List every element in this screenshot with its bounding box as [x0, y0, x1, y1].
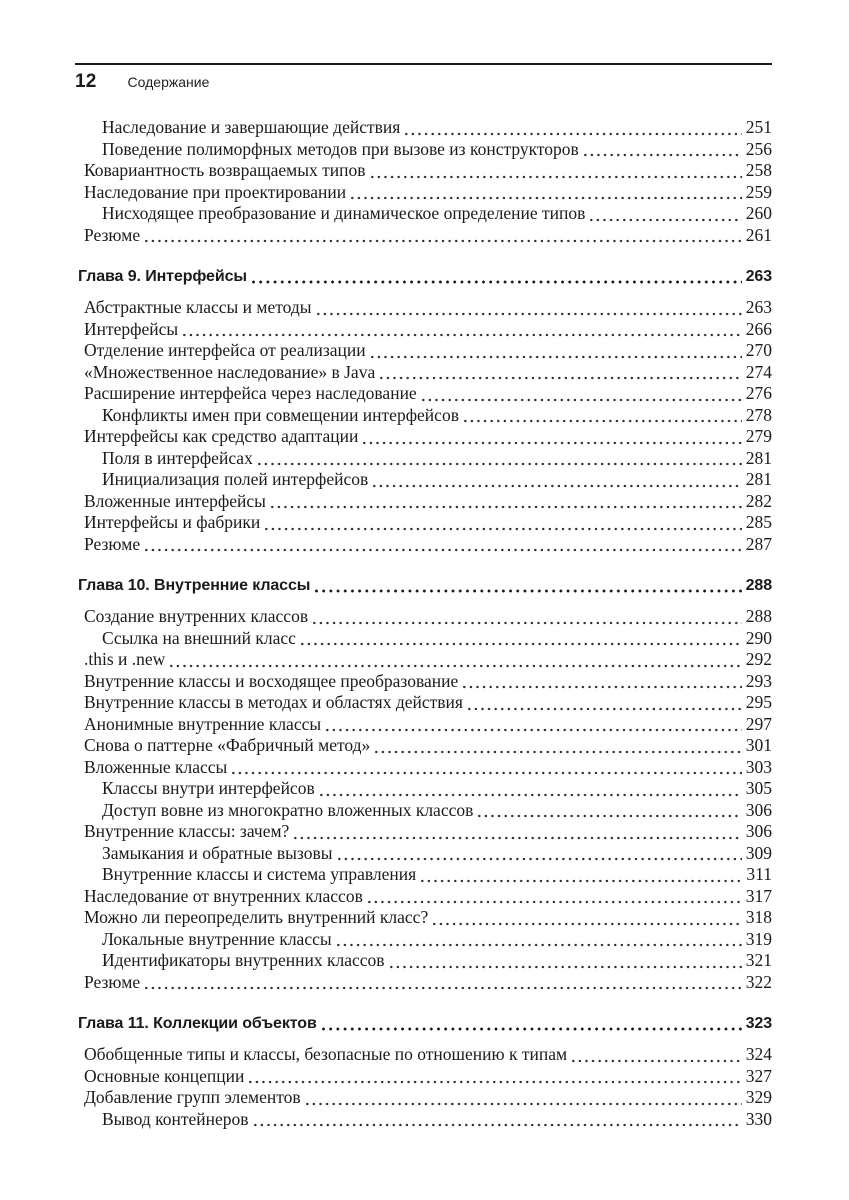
- toc-entry-title: Добавление групп элементов: [84, 1087, 301, 1107]
- toc-entry-page: 297: [745, 713, 772, 734]
- toc-entry-title: Ковариантность возвращаемых типов: [84, 160, 366, 180]
- toc-entry-title: Конфликты имен при совмещении интерфейсов: [102, 404, 459, 425]
- toc-entry-title: Создание внутренних классов: [84, 606, 309, 626]
- dot-leader: [380, 366, 742, 384]
- dot-leader: [368, 890, 742, 908]
- toc-entry-section: [78, 1066, 772, 1088]
- dot-leader: [145, 229, 742, 247]
- toc-entry-title: Вложенные классы: [84, 756, 228, 777]
- dot-leader: [326, 718, 742, 736]
- toc-entry-page: 306: [745, 821, 772, 841]
- dot-leader: [317, 301, 742, 319]
- toc-entry-page: 290: [745, 627, 772, 648]
- toc-entry-page: 288: [745, 606, 772, 626]
- toc-entry-chapter: [78, 265, 772, 288]
- dot-leader: [306, 1091, 742, 1109]
- dot-leader: [390, 954, 742, 972]
- toc-entry-title: Анонимные внутренние классы: [84, 713, 322, 734]
- toc-entry-title: Вывод контейнеров: [102, 1108, 249, 1129]
- toc-entry-page: 258: [745, 160, 772, 180]
- toc-entry-page: 260: [745, 203, 772, 223]
- toc-entry-title: Поведение полиморфных методов при вызове из конструкторов: [102, 138, 579, 159]
- toc-entry-section: [78, 512, 772, 534]
- page-number: 12: [75, 71, 97, 92]
- toc-entry-section: [78, 649, 772, 671]
- dot-leader: [252, 272, 742, 288]
- dot-leader: [315, 581, 741, 597]
- toc-entry-page: 305: [745, 778, 772, 798]
- toc-entry-subsection: [78, 117, 772, 139]
- toc-entry-section: [78, 886, 772, 908]
- page-header: [75, 71, 772, 93]
- dot-leader: [468, 696, 742, 714]
- toc-entry-title: Глава 9. Интерфейсы: [78, 268, 247, 285]
- dot-leader: [337, 933, 742, 951]
- toc-entry-subsection: [78, 778, 772, 800]
- toc-entry-page: 285: [745, 512, 772, 532]
- dot-leader: [271, 495, 742, 513]
- toc-entry-section: [78, 491, 772, 513]
- toc-entry-page: 317: [745, 885, 772, 906]
- toc-entry-page: 263: [745, 268, 772, 285]
- toc-entry-page: 309: [745, 842, 772, 863]
- toc-entry-page: 319: [745, 928, 772, 949]
- toc-entry-section: [78, 714, 772, 736]
- toc-entry-chapter: [78, 574, 772, 597]
- toc-entry-page: 263: [745, 297, 772, 317]
- toc-entry-title: Доступ вовне из многократно вложенных классов: [102, 799, 474, 820]
- dot-leader: [320, 782, 742, 800]
- toc-entry-page: 327: [745, 1065, 772, 1086]
- toc-entry-title: Снова о паттерне «Фабричный метод»: [84, 735, 371, 755]
- toc-entry-page: 287: [745, 533, 772, 554]
- toc-entry-page: 281: [745, 469, 772, 489]
- toc-entry-subsection: [78, 800, 772, 822]
- toc-entry-page: 293: [745, 670, 772, 691]
- dot-leader: [258, 452, 742, 470]
- toc-entry-page: 278: [745, 404, 772, 425]
- toc-entry-title: Замыкания и обратные вызовы: [102, 842, 333, 863]
- toc-entry-page: 259: [745, 181, 772, 202]
- toc-entry-section: [78, 1087, 772, 1109]
- dot-leader: [405, 121, 741, 139]
- toc-entry-title: Интерфейсы: [84, 318, 179, 339]
- toc-entry-subsection: [78, 448, 772, 470]
- dot-leader: [463, 675, 741, 693]
- dot-leader: [301, 632, 742, 650]
- toc-entry-section: [78, 735, 772, 757]
- toc-entry-section: [78, 225, 772, 247]
- toc-entry-subsection: [78, 405, 772, 427]
- dot-leader: [584, 143, 742, 161]
- dot-leader: [183, 323, 742, 341]
- toc-entry-title: Резюме: [84, 533, 141, 554]
- toc-entry-title: Ссылка на внешний класс: [102, 627, 296, 648]
- toc-entry-subsection: [78, 139, 772, 161]
- toc-entry-page: 288: [745, 577, 772, 594]
- dot-leader: [254, 1113, 742, 1131]
- toc-entry-page: 276: [745, 383, 772, 403]
- toc-entry-page: 266: [745, 318, 772, 339]
- toc-entry-title: Поля в интерфейсах: [102, 447, 253, 468]
- dot-leader: [313, 610, 742, 628]
- running-title: Содержание: [127, 74, 210, 90]
- dot-leader: [322, 1019, 742, 1035]
- toc-entry-title: Внутренние классы в методах и областях действия: [84, 692, 463, 712]
- toc-entry-title: Наследование при проектировании: [84, 181, 347, 202]
- dot-leader: [294, 825, 741, 843]
- toc-entry-page: 261: [745, 224, 772, 245]
- toc-entry-page: 322: [745, 971, 772, 992]
- dot-leader: [373, 473, 742, 491]
- toc-entry-page: 301: [745, 735, 772, 755]
- toc-entry-title: Инициализация полей интерфейсов: [102, 469, 369, 489]
- toc-entry-subsection: [78, 1109, 772, 1131]
- toc-entry-title: «Множественное наследование» в Java: [84, 361, 376, 382]
- toc-entry-section: [78, 160, 772, 182]
- toc-entry-title: Абстрактные классы и методы: [84, 297, 312, 317]
- toc-entry-page: 306: [745, 799, 772, 820]
- dot-leader: [422, 387, 742, 405]
- toc-entry-chapter: [78, 1012, 772, 1035]
- dot-leader: [375, 739, 741, 757]
- toc-entry-title: Идентификаторы внутренних классов: [102, 950, 385, 970]
- toc-entry-title: Глава 11. Коллекции объектов: [78, 1015, 317, 1032]
- toc-entry-page: 318: [745, 907, 772, 927]
- toc-entry-page: 279: [745, 426, 772, 446]
- toc-entry-section: [78, 1044, 772, 1066]
- toc-entry-title: Нисходящее преобразование и динамическое определение типов: [102, 203, 586, 223]
- toc-entry-section: [78, 319, 772, 341]
- toc-entry-section: [78, 297, 772, 319]
- toc-entry-section: [78, 757, 772, 779]
- toc-entry-subsection: [78, 203, 772, 225]
- toc-entry-section: [78, 821, 772, 843]
- toc-entry-page: 324: [745, 1044, 772, 1064]
- toc-entry-page: 282: [745, 490, 772, 511]
- toc-entry-section: [78, 383, 772, 405]
- toc-entry-title: Локальные внутренние классы: [102, 928, 332, 949]
- dot-leader: [249, 1070, 741, 1088]
- toc-entry-title: Интерфейсы как средство адаптации: [84, 426, 359, 446]
- toc-entry-subsection: [78, 950, 772, 972]
- toc-entry-title: Внутренние классы и система управления: [102, 864, 417, 884]
- toc-entry-section: [78, 534, 772, 556]
- toc-entry-page: 270: [745, 340, 772, 360]
- toc-entry-subsection: [78, 929, 772, 951]
- dot-leader: [590, 207, 741, 225]
- toc-entry-subsection: [78, 628, 772, 650]
- toc-entry-page: 256: [745, 138, 772, 159]
- toc-entry-page: 281: [745, 447, 772, 468]
- toc-entry-title: Вложенные интерфейсы: [84, 490, 266, 511]
- toc-entry-title: Основные концепции: [84, 1065, 245, 1086]
- toc-entry-section: [78, 972, 772, 994]
- toc-entry-subsection: [78, 843, 772, 865]
- toc-entry-section: [78, 340, 772, 362]
- dot-leader: [232, 761, 741, 779]
- toc-entry-section: [78, 692, 772, 714]
- toc-entry-page: 323: [745, 1015, 772, 1032]
- toc-entry-title: Можно ли переопределить внутренний класс?: [84, 907, 429, 927]
- header-rule: [75, 63, 772, 65]
- toc-entry-title: Наследование от внутренних классов: [84, 885, 363, 906]
- toc-entry-title: Внутренние классы и восходящее преобразование: [84, 670, 459, 691]
- dot-leader: [363, 430, 741, 448]
- dot-leader: [145, 538, 742, 556]
- toc-entry-section: [78, 671, 772, 693]
- toc-entry-section: [78, 606, 772, 628]
- toc-entry-page: 274: [745, 361, 772, 382]
- toc-entry-title: .this и .new: [84, 649, 166, 669]
- toc-entry-page: 321: [745, 950, 772, 970]
- toc-entry-title: Интерфейсы и фабрики: [84, 512, 261, 532]
- toc-entry-page: 251: [745, 117, 772, 137]
- dot-leader: [265, 516, 741, 534]
- dot-leader: [421, 868, 742, 886]
- toc-entry-title: Обобщенные типы и классы, безопасные по отношению к типам: [84, 1044, 568, 1064]
- toc-entry-page: 311: [746, 864, 772, 884]
- dot-leader: [170, 653, 741, 671]
- toc-list: [78, 117, 772, 1130]
- toc-entry-title: Отделение интерфейса от реализации: [84, 340, 366, 360]
- dot-leader: [371, 344, 742, 362]
- toc-entry-title: Резюме: [84, 971, 141, 992]
- dot-leader: [351, 186, 742, 204]
- toc-entry-page: 292: [745, 649, 772, 669]
- toc-entry-section: [78, 907, 772, 929]
- toc-entry-title: Глава 10. Внутренние классы: [78, 577, 311, 594]
- dot-leader: [433, 911, 742, 929]
- toc-entry-subsection: [78, 469, 772, 491]
- toc-entry-page: 329: [745, 1087, 772, 1107]
- toc-entry-section: [78, 362, 772, 384]
- dot-leader: [145, 976, 742, 994]
- toc-entry-page: 295: [745, 692, 772, 712]
- dot-leader: [338, 847, 742, 865]
- toc-entry-subsection: [78, 864, 772, 886]
- dot-leader: [464, 409, 742, 427]
- toc-entry-title: Классы внутри интерфейсов: [102, 778, 315, 798]
- dot-leader: [371, 164, 742, 182]
- toc-entry-title: Расширение интерфейса через наследование: [84, 383, 417, 403]
- dot-leader: [572, 1048, 742, 1066]
- toc-entry-page: 303: [745, 756, 772, 777]
- toc-entry-page: 330: [745, 1108, 772, 1129]
- toc-entry-section: [78, 426, 772, 448]
- toc-entry-section: [78, 182, 772, 204]
- dot-leader: [478, 804, 741, 822]
- toc-entry-title: Внутренние классы: зачем?: [84, 821, 290, 841]
- toc-entry-title: Резюме: [84, 224, 141, 245]
- toc-entry-title: Наследование и завершающие действия: [102, 117, 401, 137]
